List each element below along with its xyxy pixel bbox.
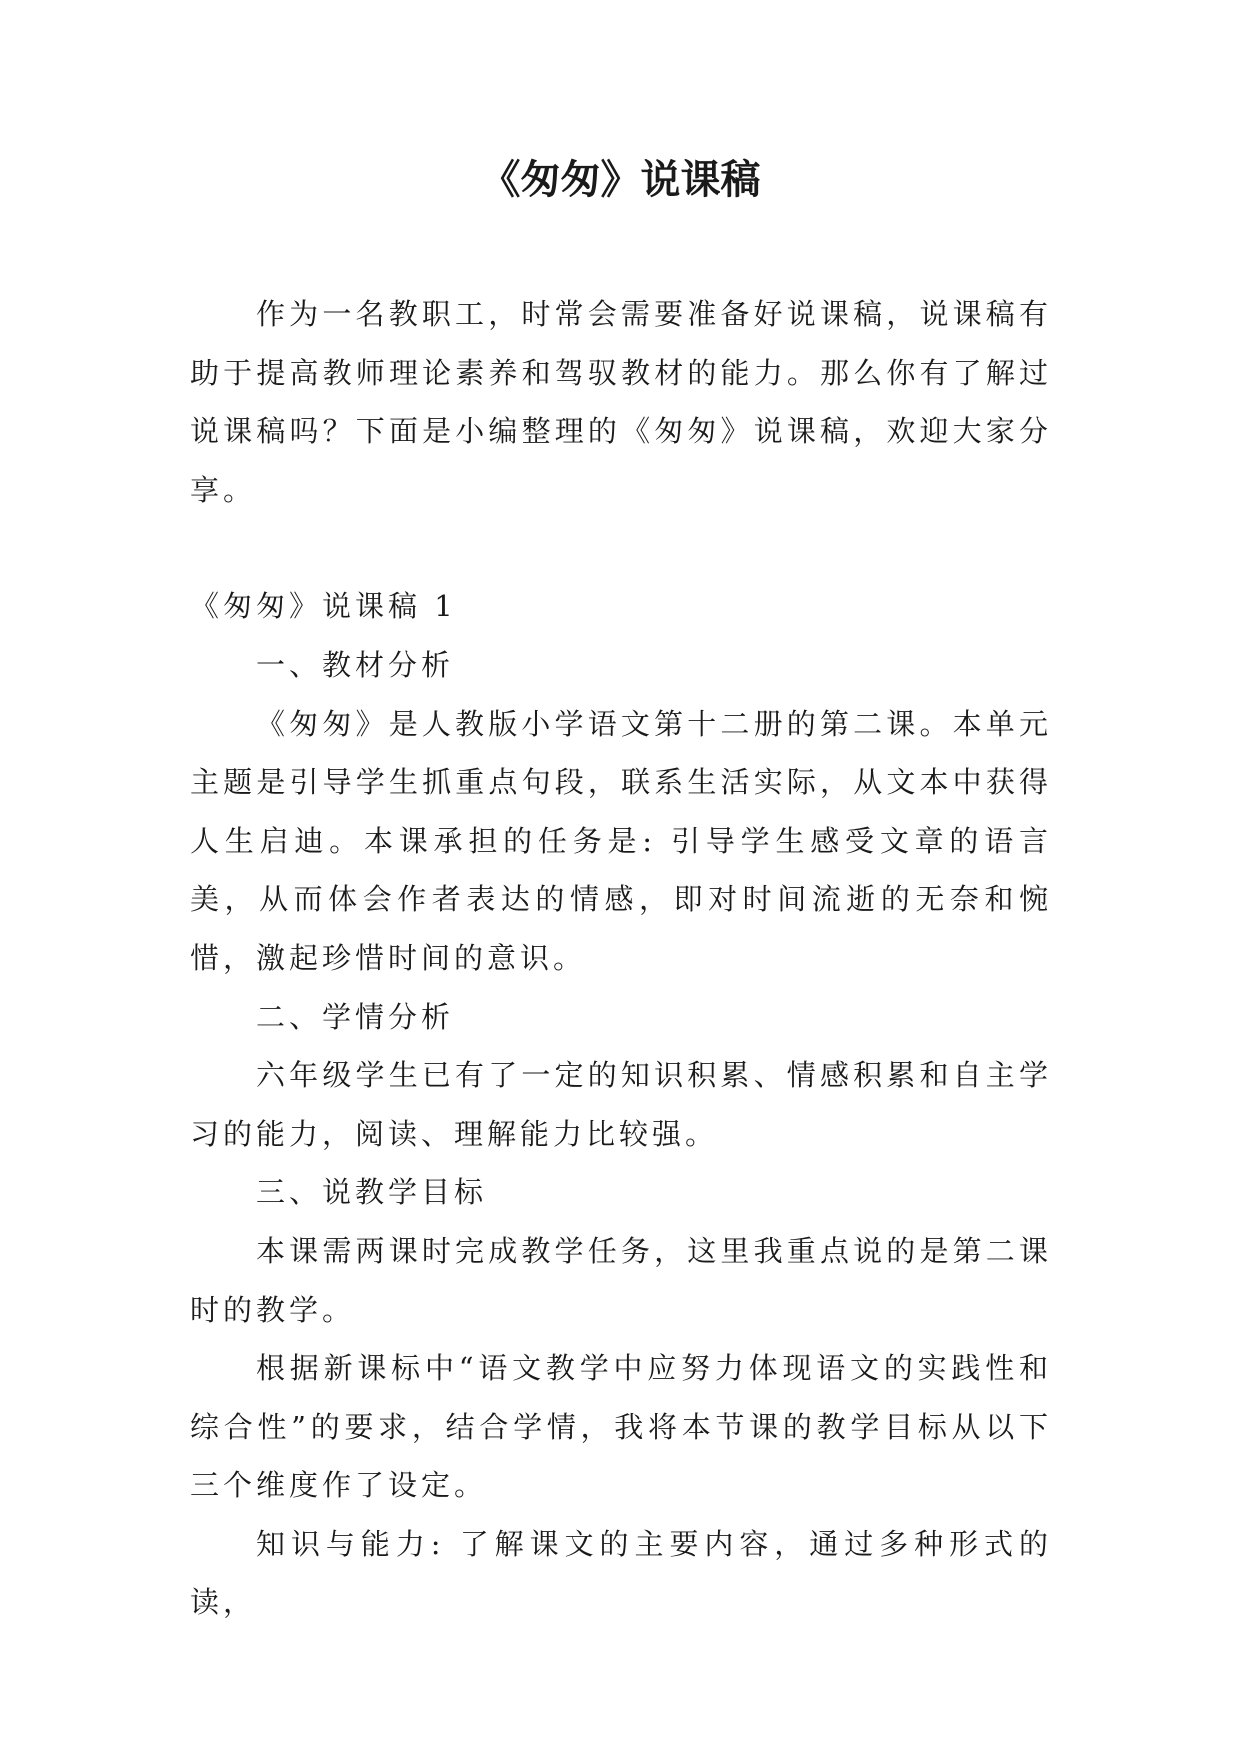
document-title: 《匆匆》说课稿 xyxy=(480,157,761,203)
section-title: 《匆匆》说课稿 1 xyxy=(190,589,457,624)
document-body xyxy=(190,285,1052,1632)
paragraph-knowledge-ability: 知识与能力: 了解课文的主要内容，通过多种形式的读， xyxy=(190,1526,1052,1620)
paragraph-lesson-hours: 本课需两课时完成教学任务，这里我重点说的是第二课时的教学。 xyxy=(190,1233,1052,1327)
paragraph-student-analysis: 六年级学生已有了一定的知识积累、情感积累和自主学习的能力，阅读、理解能力比较强。 xyxy=(190,1058,1052,1151)
heading-student-analysis: 二、学情分析 xyxy=(256,999,455,1034)
paragraph-textbook-analysis: 《匆匆》是人教版小学语文第十二册的第二课。本单元主题是引导学生抓重点句段，联系生活实际，从文本中获得人生启迪。本课承担的任务是: 引导学生感受文章的语言美，从而体会作者表达的情感，即对时间流逝的无奈和惋惜，激起珍惜时间的意识。 xyxy=(190,706,1052,975)
paragraph-gap xyxy=(190,519,1052,577)
heading-teaching-goals: 三、说教学目标 xyxy=(256,1175,488,1210)
heading-textbook-analysis: 一、教材分析 xyxy=(256,647,455,682)
paragraph-curriculum-standard: 根据新课标中“语文教学中应努力体现语文的实践性和综合性”的要求，结合学情，我将本节课的教学目标从以下三个维度作了设定。 xyxy=(190,1351,1052,1503)
intro-paragraph: 作为一名教职工，时常会需要准备好说课稿，说课稿有助于提高教师理论素养和驾驭教材的能力。那么你有了解过说课稿吗？下面是小编整理的《匆匆》说课稿，欢迎大家分享。 xyxy=(190,297,1052,507)
